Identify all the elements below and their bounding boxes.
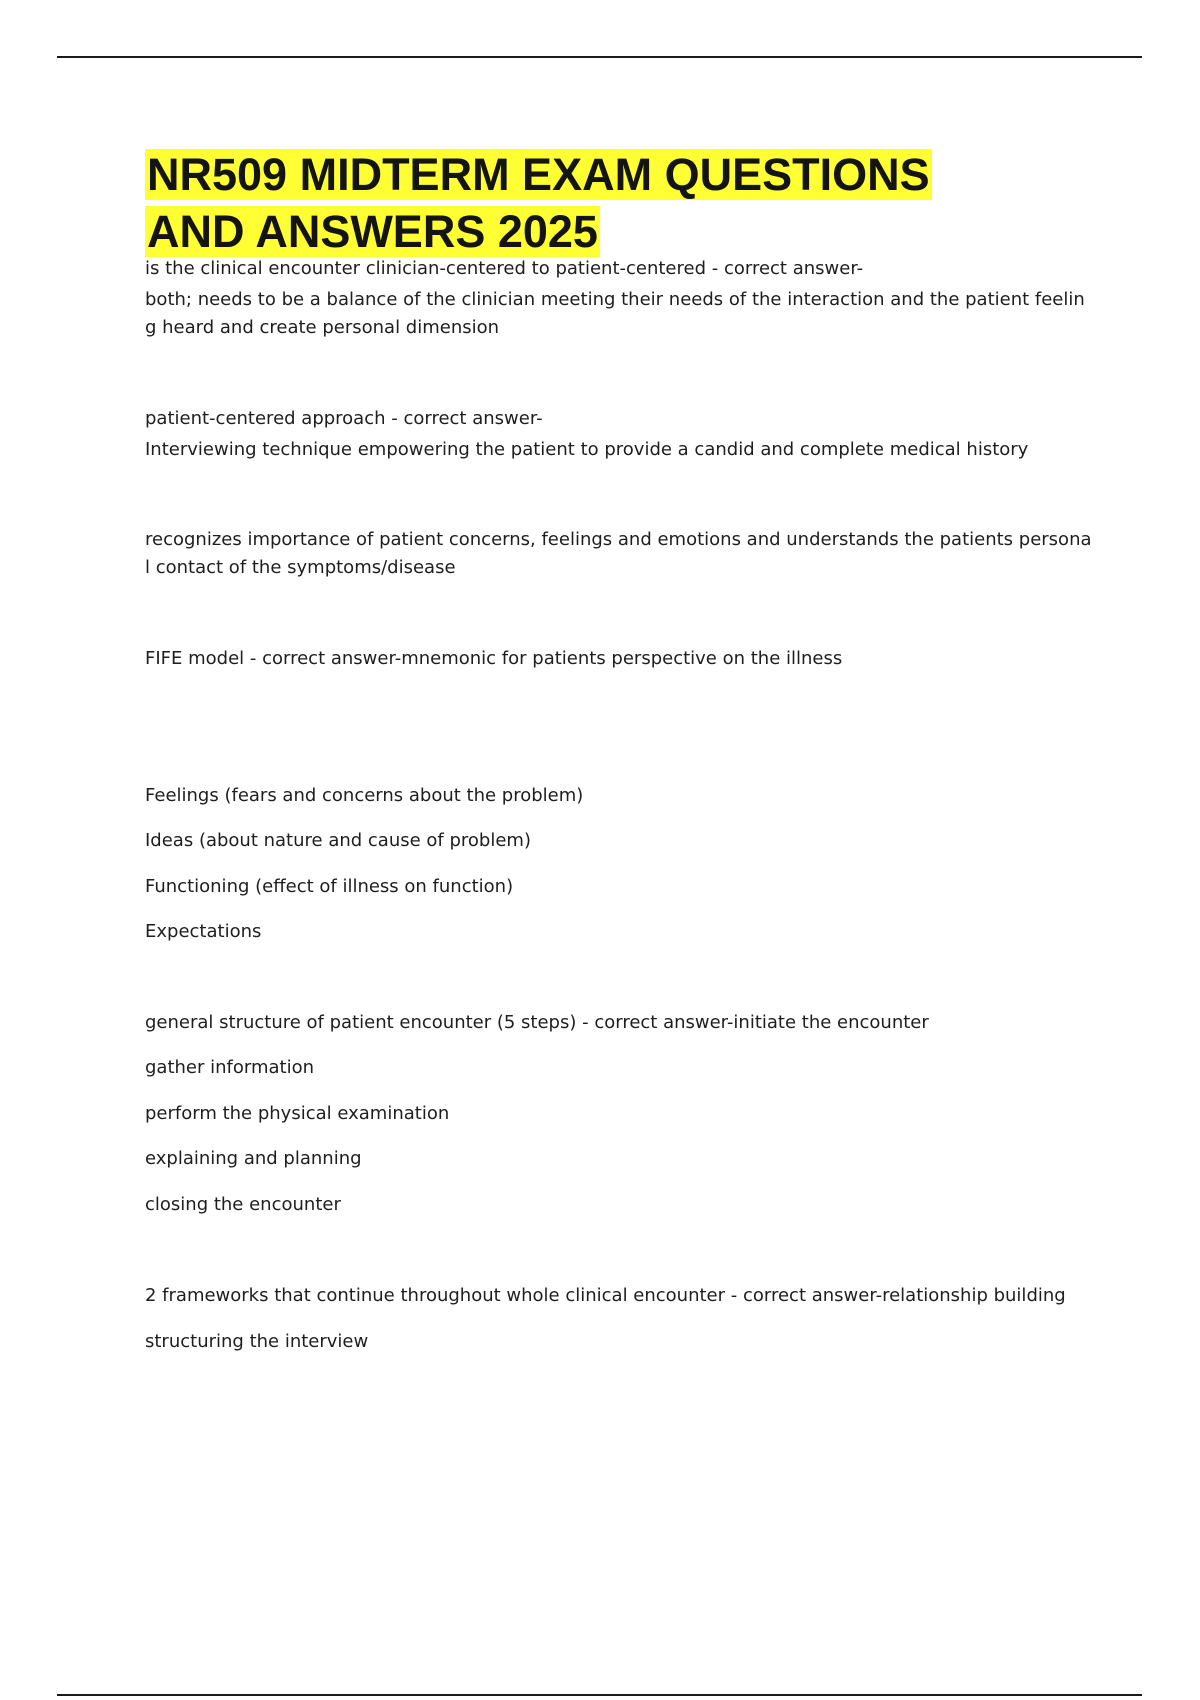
fife-item-feelings: Feelings (fears and concerns about the problem) xyxy=(145,785,584,806)
step-gather-information: gather information xyxy=(145,1057,315,1078)
question-1-line-1: is the clinical encounter clinician-centered to patient-centered - correct answer- xyxy=(145,258,864,279)
step-physical-examination: perform the physical examination xyxy=(145,1103,450,1124)
question-6-line-1: 2 frameworks that continue throughout whole clinical encounter - correct answer-relationship building xyxy=(145,1285,1066,1306)
question-5-line-1: general structure of patient encounter (5 steps) - correct answer-initiate the encounter xyxy=(145,1012,929,1033)
answer-1-line-1: both; needs to be a balance of the clinician meeting their needs of the interaction and the patient feelin xyxy=(145,289,1085,310)
answer-1-line-2: g heard and create personal dimension xyxy=(145,317,500,338)
title-line-2: AND ANSWERS 2025 xyxy=(147,206,598,257)
fife-item-ideas: Ideas (about nature and cause of problem) xyxy=(145,830,531,851)
fife-item-expectations: Expectations xyxy=(145,921,262,942)
question-4-line-1: FIFE model - correct answer-mnemonic for patients perspective on the illness xyxy=(145,648,843,669)
top-rule xyxy=(57,56,1142,58)
title-line-1: NR509 MIDTERM EXAM QUESTIONS xyxy=(147,149,930,200)
framework-structuring-interview: structuring the interview xyxy=(145,1331,369,1352)
text-block-3-line-1: recognizes importance of patient concerns, feelings and emotions and understands the patients persona xyxy=(145,529,1092,550)
step-explaining-planning: explaining and planning xyxy=(145,1148,362,1169)
answer-2-line-1: Interviewing technique empowering the patient to provide a candid and complete medical history xyxy=(145,439,1029,460)
step-closing-encounter: closing the encounter xyxy=(145,1194,341,1215)
bottom-rule xyxy=(57,1694,1142,1696)
question-2-line-1: patient-centered approach - correct answer- xyxy=(145,408,543,429)
fife-item-functioning: Functioning (effect of illness on function) xyxy=(145,876,514,897)
document-title xyxy=(145,146,1105,260)
text-block-3-line-2: l contact of the symptoms/disease xyxy=(145,557,456,578)
